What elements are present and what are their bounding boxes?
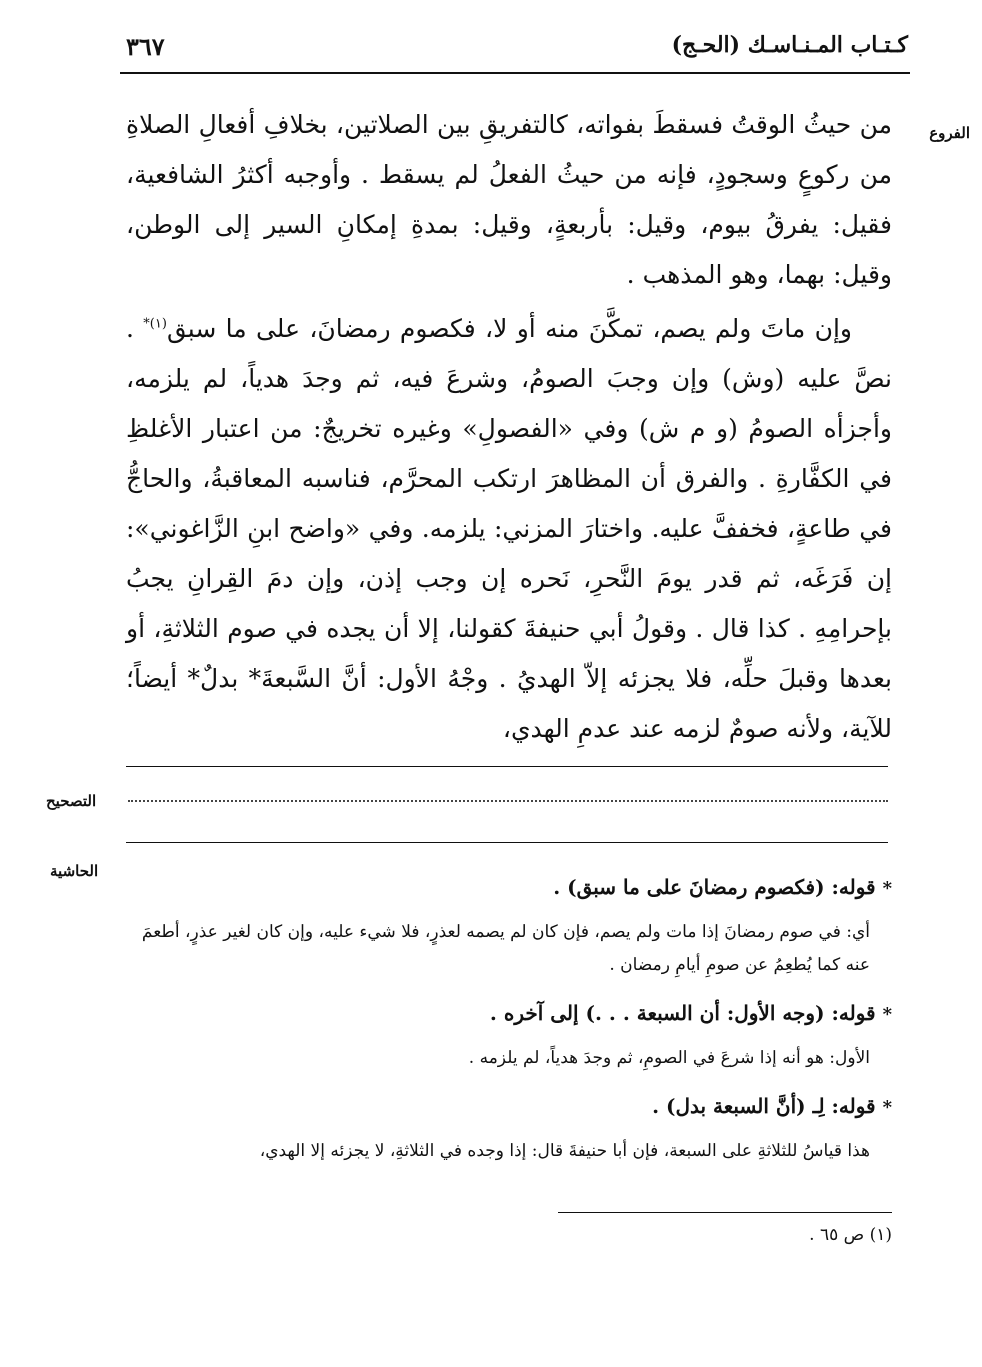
note-heading-text: قوله: (وجه الأول: أن السبعة . . .) إلى آخره .	[489, 1001, 876, 1025]
main-paragraph-2-rest: . نصَّ عليه (وش) وإن وجبَ الصومُ، وشرعَ فيه، ثم وجدَ هدياً، لم يلزمه، وأجزأه الصومُ (و م ش) وفي «الفصولِ» وغيره تخريجٌ: من اعتبار الأغلظِ في الكفَّارةِ . والفرق أن المظاهرَ ارتكب المحرَّم، فناسبه المعاقبةُ، والحاجُّ في طاعةٍ، فخففَّ عليه. واختارَ المزني: يلزمه. وفي «واضح ابنِ الزَّاغوني»: إن فَرَغَه، ثم قدر يومَ النَّحرِ، نَحره إن وجب إذن، وإن دمَ القِرانِ يجبُ بإحرامِهِ . كذا قال . وقولُ أبي حنيفةَ كقولنا، إلا أن يجده في صوم الثلاثةِ، أو بعدها وقبلَ حلِّه، فلا يجزئه إلاّ الهديُ . وجْهُ الأول: أنَّ السَّبعةَ* بدلٌ* أيضاً؛ للآية، ولأنه صومٌ لزمه عند عدمِ الهدي،	[126, 314, 892, 743]
section-divider-top	[126, 766, 888, 767]
asterisk-icon: *	[882, 1097, 892, 1118]
section-label-furoo: الفروع	[929, 124, 970, 142]
footnote-reference: (١)*	[143, 316, 167, 332]
note-heading-text: قوله: (فكصوم رمضانَ على ما سبق) .	[553, 875, 876, 899]
note-heading-text: قوله: لِـ (أنَّ السبعة بدل) .	[652, 1094, 876, 1118]
main-paragraph-1: من حيثُ الوقتُ فسقطَ بفواته، كالتفريقِ بين الصلاتين، بخلافِ أفعالِ الصلاةِ من ركوعٍ وسجودٍ، فإنه من حيثُ الفعلُ لم يسقط . وأوجبه أكثرُ الشافعية، فقيل: يفرقُ بيوم، وقيل: بأربعةٍ، وقيل: بمدةِ إمكانِ السير إلى الوطن، وقيل: بهما، وهو المذهب .	[126, 110, 892, 289]
main-paragraph-2	[126, 304, 892, 754]
note-body: أي: في صوم رمضانَ إذا مات ولم يصم، فإن كان لم يصمه لعذرٍ، فلا شيء عليه، وإن كان لغير عذرٍ، أطعمَ عنه كما يُطعِمُ عن صومِ أيامِ رمضان .	[141, 922, 870, 975]
note-body: هذا قياسُ للثلاثةِ على السبعة، فإن أبا حنيفةَ قال: إذا وجده في الثلاثةِ، لا يجزئه إلا الهدي،	[259, 1141, 870, 1161]
section-label-tasheeh: التصحيح	[46, 792, 97, 810]
note-heading	[120, 872, 892, 904]
footnote-rule	[558, 1212, 892, 1213]
page-header	[120, 32, 908, 72]
main-text	[126, 100, 892, 754]
book-title: كـتـاب المـنـاسـك (الحـج)	[671, 32, 908, 58]
section-divider-bottom	[126, 842, 888, 843]
note-body: الأول: هو أنه إذا شرعَ في الصومِ، ثم وجدَ هدياً، لم يلزمه .	[468, 1048, 870, 1068]
note-heading	[120, 998, 892, 1030]
asterisk-icon: *	[882, 878, 892, 899]
note-heading	[120, 1091, 892, 1123]
hashiya-notes	[120, 872, 892, 1168]
main-paragraph-2-start: وإن ماتَ ولم يصم، تمكَّنَ منه أو لا، فكصوم رمضانَ، على ما سبق	[166, 314, 852, 343]
page-number: ٣٦٧	[126, 32, 165, 61]
header-rule	[120, 72, 910, 74]
tasheeh-dotted-line	[128, 800, 888, 802]
asterisk-icon: *	[882, 1004, 892, 1025]
footnote: (١) ص ٦٥ .	[809, 1225, 892, 1245]
section-label-hashiya: الحاشية	[50, 862, 99, 880]
